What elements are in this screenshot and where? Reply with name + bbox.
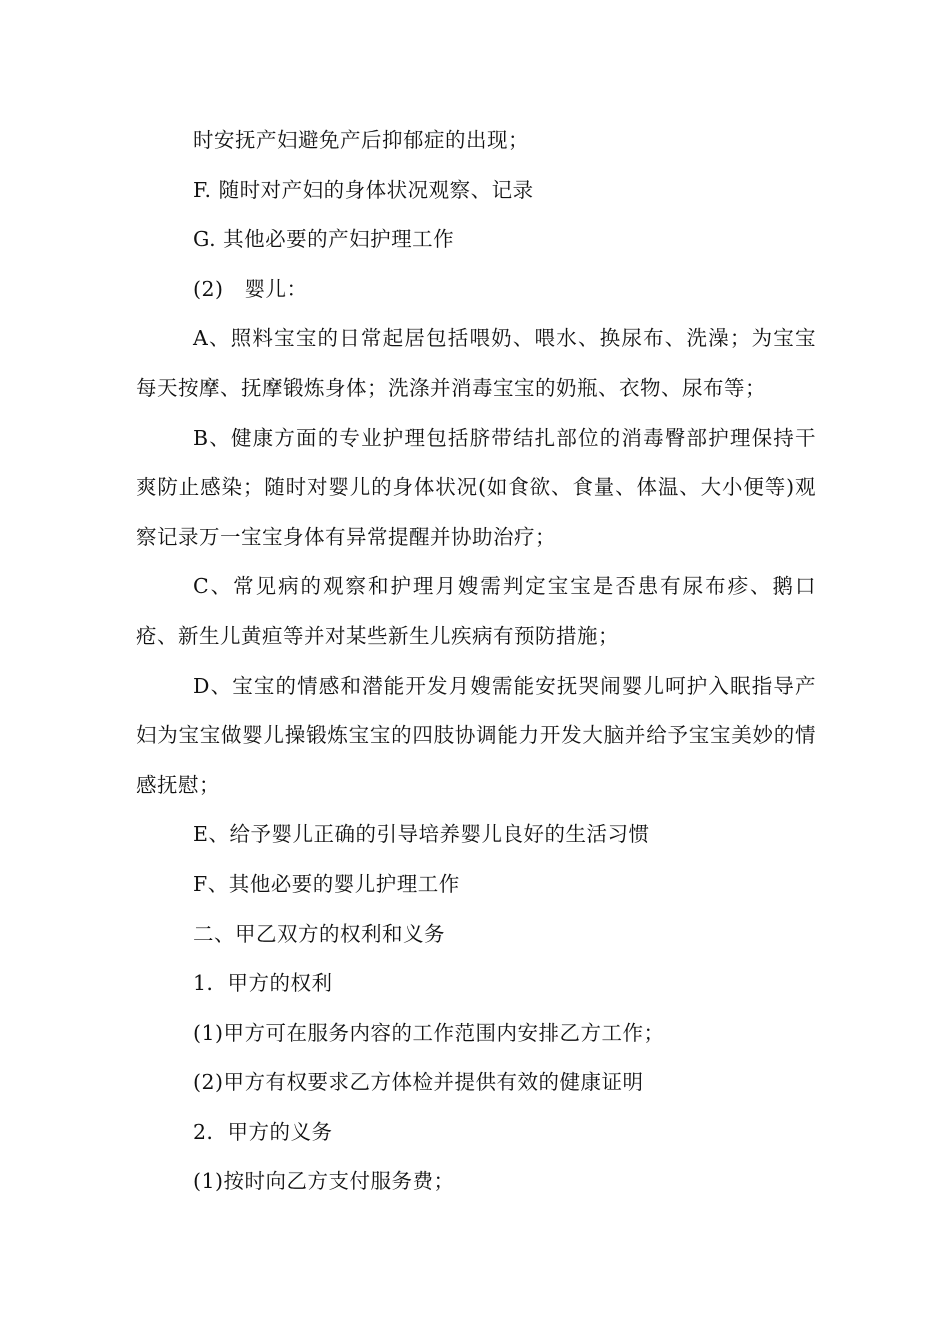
paragraph-item-b-infant: B、健康方面的专业护理包括脐带结扎部位的消毒臀部护理保持干爽防止感染；随时对婴儿的身体状况(如食欲、食量、体温、大小便等)观察记录万一宝宝身体有异常提醒并协助治疗； — [136, 425, 816, 549]
paragraph-party-a-right-2: (2)甲方有权要求乙方体检并提供有效的健康证明 — [193, 1070, 644, 1095]
paragraph-item-g-mother: G. 其他必要的产妇护理工作 — [193, 227, 455, 252]
paragraph-item-e-infant: E、给予婴儿正确的引导培养婴儿良好的生活习惯 — [193, 822, 650, 847]
paragraph-item-d-infant: D、宝宝的情感和潜能开发月嫂需能安抚哭闹婴儿呵护入眠指导产妇为宝宝做婴儿操锻炼宝宝的四肢协调能力开发大脑并给予宝宝美妙的情感抚慰； — [136, 673, 816, 797]
paragraph-postpartum-depression: 时安抚产妇避免产后抑郁症的出现； — [193, 128, 529, 152]
section-heading-rights-obligations: 二、甲乙双方的权利和义务 — [193, 921, 445, 946]
document-body — [136, 116, 816, 1207]
subheading-party-a-rights: 1．甲方的权利 — [193, 971, 333, 996]
subheading-party-a-obligations: 2．甲方的义务 — [193, 1119, 333, 1144]
paragraph-item-c-infant: C、常见病的观察和护理月嫂需判定宝宝是否患有尿布疹、鹅口疮、新生儿黄疸等并对某些新生儿疾病有预防措施； — [136, 574, 816, 648]
paragraph-party-a-right-1: (1)甲方可在服务内容的工作范围内安排乙方工作； — [193, 1020, 665, 1045]
paragraph-item-a-infant: A、照料宝宝的日常起居包括喂奶、喂水、换尿布、洗澡；为宝宝每天按摩、抚摩锻炼身体；洗涤并消毒宝宝的奶瓶、衣物、尿布等； — [136, 326, 816, 400]
paragraph-party-a-obligation-1: (1)按时向乙方支付服务费； — [193, 1169, 455, 1194]
paragraph-item-f-mother: F. 随时对产妇的身体状况观察、记录 — [193, 177, 534, 202]
paragraph-item-f-infant: F、其他必要的婴儿护理工作 — [193, 871, 460, 896]
section-heading-infant: (2) 婴儿： — [193, 276, 308, 301]
